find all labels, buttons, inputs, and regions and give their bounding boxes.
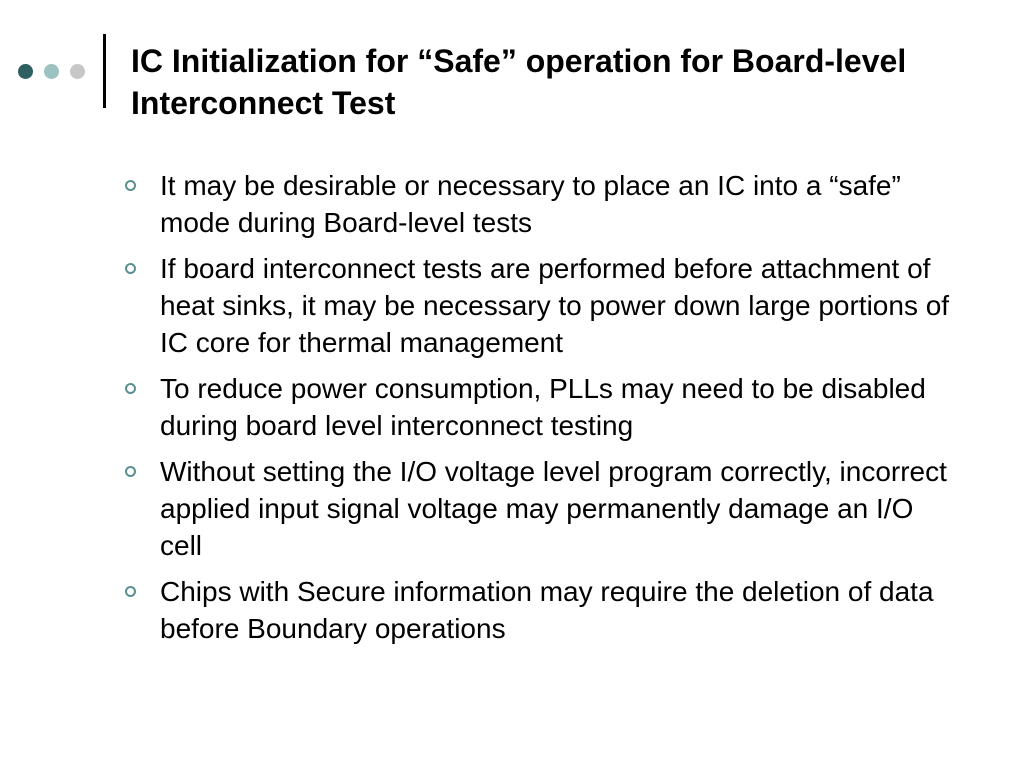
bullet-text: Without setting the I/O voltage level program correctly, incorrect applied input signal voltage may permanently damage an I/O cell	[160, 456, 947, 561]
dot-icon	[70, 64, 85, 79]
dot-icon	[44, 64, 59, 79]
hollow-circle-icon	[125, 466, 136, 477]
slide-title: IC Initialization for “Safe” operation for Board-level Interconnect Test	[131, 43, 907, 121]
bullet-item	[120, 167, 960, 241]
bullet-text: If board interconnect tests are performed before attachment of heat sinks, it may be necessary to power down large portions of IC core for thermal management	[160, 253, 950, 358]
bullet-text: It may be desirable or necessary to place an IC into a “safe” mode during Board-level tests	[160, 170, 901, 238]
bullet-text: Chips with Secure information may require the deletion of data before Boundary operations	[160, 576, 934, 644]
bullet-text: To reduce power consumption, PLLs may need to be disabled during board level interconnect testing	[160, 373, 926, 441]
bullet-list	[120, 167, 960, 656]
bullet-item	[120, 573, 960, 647]
title-divider	[103, 34, 106, 108]
hollow-circle-icon	[125, 586, 136, 597]
bullet-item	[120, 370, 960, 444]
dot-icon	[18, 64, 33, 79]
bullet-item	[120, 250, 960, 361]
hollow-circle-icon	[125, 263, 136, 274]
hollow-circle-icon	[125, 180, 136, 191]
hollow-circle-icon	[125, 383, 136, 394]
bullet-item	[120, 453, 960, 564]
